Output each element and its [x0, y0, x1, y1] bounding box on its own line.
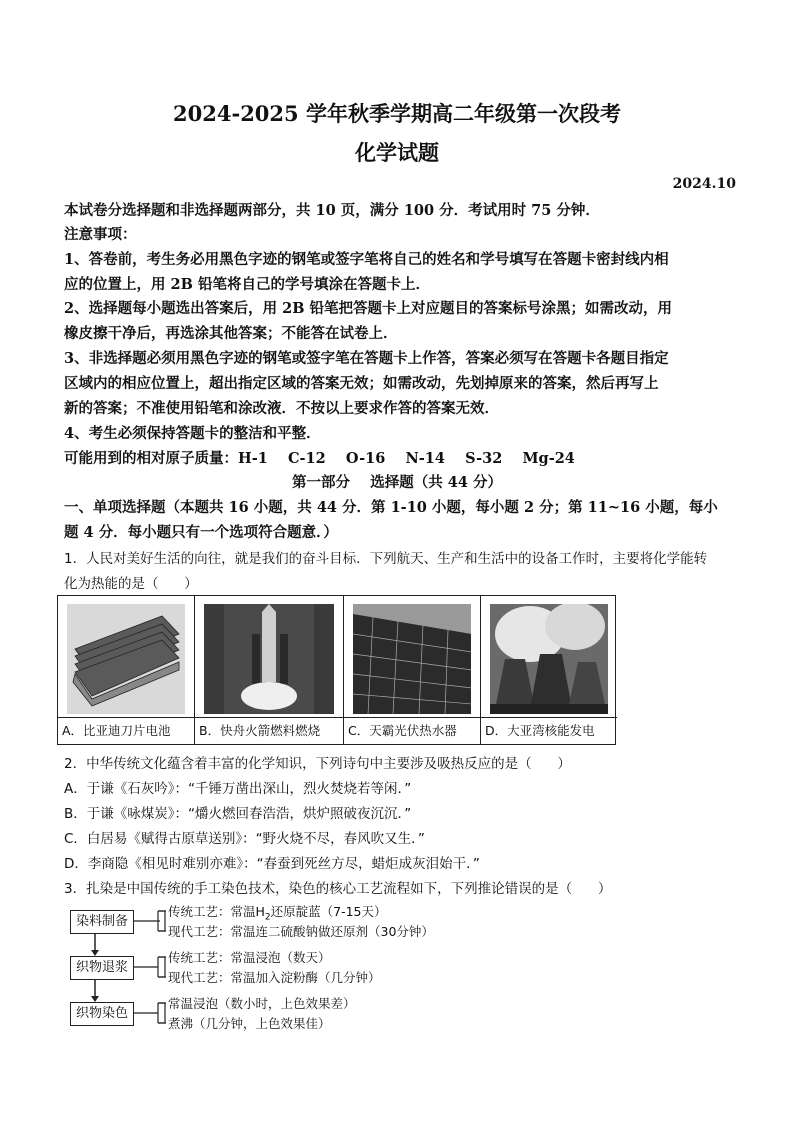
dye-prep-traditional: 传统工艺：常温$H_2$还原靛蓝（7-15天）	[168, 904, 387, 923]
flow-branch-lines	[132, 900, 172, 1030]
blade-battery-photo	[67, 604, 185, 714]
section-1-desc-line-1: 一、单项选择题（本题共 16 小题，共 44 分．第 1-10 小题，每小题 2 分；第 11~16 小题，每小	[64, 499, 718, 516]
q1-option-d[interactable]	[481, 596, 617, 744]
dye-prep-modern: 现代工艺：常温连二硫酸钠做还原剂（30分钟）	[168, 924, 434, 939]
subject-title: 化学试题	[355, 140, 439, 165]
flow-step-desizing: 织物退浆	[70, 956, 134, 980]
intro-text: 本试卷分选择题和非选择题两部分，共 10 页，满分 100 分．考试用时 75 分钟．	[64, 202, 600, 219]
note-3-line-2: 区域内的相应位置上，超出指定区域的答案无效；如需改动，先划掉原来的答案，然后再写上	[64, 375, 659, 392]
q3-stem: 3．扎染是中国传统的手工染色技术，染色的核心工艺流程如下，下列推论错误的是（ ）	[64, 881, 612, 897]
q1-option-d-label: D．大亚湾核能发电	[481, 717, 617, 744]
q1-stem-line-1: 1．人民对美好生活的向往，就是我们的奋斗目标．下列航天、生产和生活中的设备工作时，主要将化学能转	[64, 551, 708, 567]
section-1-desc-line-2: 题 4 分．每小题只有一个选项符合题意．）	[64, 524, 338, 541]
q1-option-a[interactable]	[58, 596, 195, 744]
q2-option-a[interactable]: A．于谦《石灰吟》：“千锤万凿出深山，烈火焚烧若等闲．”	[64, 781, 412, 797]
q1-option-a-label: A．比亚迪刀片电池	[58, 717, 194, 744]
q2-stem: 2．中华传统文化蕴含着丰富的化学知识，下列诗句中主要涉及吸热反应的是（ ）	[64, 756, 571, 772]
rocket-launch-photo	[204, 604, 334, 714]
flow-step-dyeing: 织物染色	[70, 1002, 134, 1026]
q2-option-b[interactable]: B．于谦《咏煤炭》：“爝火燃回春浩浩，烘炉照破夜沉沉．”	[64, 806, 412, 822]
dyeing-room-temp: 常温浸泡（数小时，上色效果差）	[168, 996, 356, 1011]
note-2-line-2: 橡皮擦干净后，再选涂其他答案；不能答在试卷上．	[64, 325, 398, 342]
nuclear-plant-photo	[490, 604, 608, 714]
q2-option-c[interactable]: C．白居易《赋得古原草送别》：“野火烧不尽，春风吹又生．”	[64, 831, 425, 847]
desizing-modern: 现代工艺：常温加入淀粉酶（几分钟）	[168, 970, 381, 985]
note-3-line-1: 3、非选择题必须用黑色字迹的钢笔或签字笔在答题卡上作答，答案必须写在答题卡各题目指定	[64, 350, 669, 367]
q1-stem-line-2: 化为热能的是（ ）	[64, 576, 198, 592]
solar-panel-photo	[353, 604, 471, 714]
q1-option-c-label: C．天霸光伏热水器	[344, 717, 480, 744]
q1-option-b[interactable]	[195, 596, 344, 744]
notes-title: 注意事项：	[64, 226, 137, 243]
exam-title: 2024-2025 学年秋季学期高二年级第一次段考	[173, 101, 621, 126]
note-2-line-1: 2、选择题每小题选出答案后，用 2B 铅笔把答题卡上对应题目的答案标号涂黑；如需改动，用	[64, 300, 673, 317]
dyeing-boiling: 煮沸（几分钟，上色效果佳）	[168, 1016, 331, 1031]
section-1-title: 第一部分 选择题（共 44 分）	[292, 474, 502, 491]
note-4: 4、考生必须保持答题卡的整洁和平整．	[64, 425, 321, 442]
note-1-line-1: 1、答卷前，考生务必用黑色字迹的钢笔或签字笔将自己的姓名和学号填写在答题卡密封线内相	[64, 251, 669, 268]
q1-option-b-label: B．快舟火箭燃料燃烧	[195, 717, 343, 744]
note-3-line-3: 新的答案；不准使用铅笔和涂改液．不按以上要求作答的答案无效．	[64, 400, 499, 417]
flow-step-dye-prep: 染料制备	[70, 910, 134, 934]
desizing-traditional: 传统工艺：常温浸泡（数天）	[168, 950, 331, 965]
exam-date: 2024.10	[672, 176, 736, 192]
q2-option-d[interactable]: D．李商隐《相见时难别亦难》：“春蚕到死丝方尽，蜡炬成灰泪始干．”	[64, 856, 480, 872]
note-1-line-2: 应的位置上，用 2B 铅笔将自己的学号填涂在答题卡上．	[64, 276, 430, 293]
q1-options-table	[57, 595, 616, 745]
atomic-masses: 可能用到的相对原子质量：H-1 C-12 O-16 N-14 S-32 Mg-24	[64, 450, 575, 467]
q1-option-c[interactable]	[344, 596, 481, 744]
